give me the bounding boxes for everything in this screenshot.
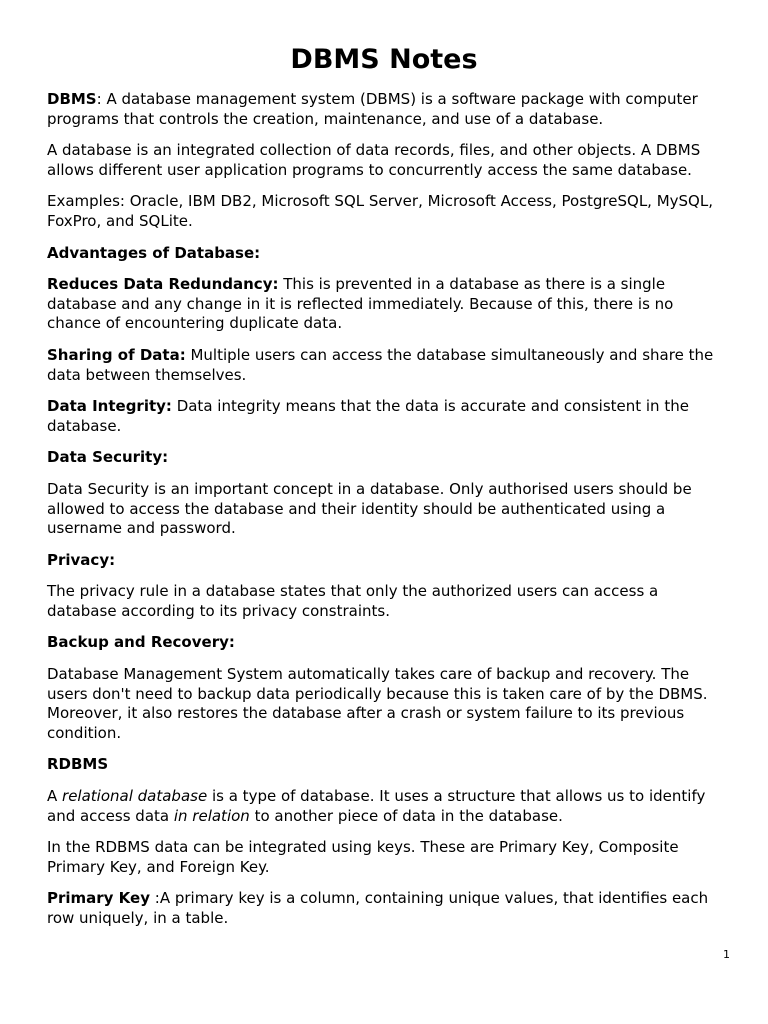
privacy-paragraph: The privacy rule in a database states that only the authorized users can access a database according to its privacy constraints. bbox=[47, 582, 659, 620]
in-relation-emphasis: in relation bbox=[173, 806, 250, 825]
integrity-paragraph bbox=[47, 397, 727, 436]
sharing-term: Sharing of Data: bbox=[47, 345, 186, 364]
redundancy-text: This is prevented in a database as there is a single database and any change in it is reflected immediately. Because of this, there is no chance of encountering duplicate data. bbox=[47, 275, 674, 333]
primary-key-term: Primary Key bbox=[47, 889, 150, 908]
document-body bbox=[47, 90, 727, 941]
privacy-heading: Privacy: bbox=[47, 550, 116, 569]
database-definition-paragraph: A database is an integrated collection of data records, files, and other objects. A DBMS allows different user application programs to concurrently access the same database. bbox=[47, 141, 701, 179]
examples-paragraph: Examples: Oracle, IBM DB2, Microsoft SQL Server, Microsoft Access, PostgreSQL, MySQL, FoxPro, and SQLite. bbox=[47, 192, 713, 230]
security-paragraph: Data Security is an important concept in a database. Only authorised users should be allowed to access the database and their identity should be authenticated using a username and password. bbox=[47, 479, 692, 538]
integrity-term: Data Integrity: bbox=[47, 397, 172, 416]
rdbms-keys-paragraph: In the RDBMS data can be integrated using keys. These are Primary Key, Composite Primary Key, and Foreign Key. bbox=[47, 838, 679, 876]
backup-paragraph: Database Management System automatically takes care of backup and recovery. The users don't need to backup data periodically because this is taken care of by the DBMS. Moreover, it also restores the database after a crash or system failure to its previous condition. bbox=[47, 665, 708, 742]
security-heading: Data Security: bbox=[47, 448, 169, 467]
sharing-text: Multiple users can access the database simultaneously and share the data between themselves. bbox=[47, 345, 714, 384]
rdbms-heading: RDBMS bbox=[47, 755, 109, 774]
sharing-paragraph bbox=[47, 346, 727, 385]
advantages-heading: Advantages of Database: bbox=[47, 243, 261, 262]
dbms-definition-text: : A database management system (DBMS) is a software package with computer programs that controls the creation, maintenance, and use of a database. bbox=[47, 90, 698, 128]
relational-database-emphasis: relational database bbox=[62, 787, 208, 806]
redundancy-term: Reduces Data Redundancy: bbox=[47, 275, 279, 294]
backup-heading: Backup and Recovery: bbox=[47, 633, 235, 652]
page-number: 1 bbox=[723, 948, 730, 961]
dbms-term: DBMS bbox=[47, 90, 97, 108]
page-title: DBMS Notes bbox=[290, 44, 478, 75]
redundancy-paragraph bbox=[47, 275, 727, 334]
primary-key-text: :A primary key is a column, containing unique values, that identifies each row uniquely, in a table. bbox=[47, 889, 709, 927]
rdbms-definition-paragraph: A relational database is a type of database. It uses a structure that allows us to identify and access data in relation to another piece of data in the database. bbox=[47, 787, 706, 825]
primary-key-paragraph bbox=[47, 889, 727, 928]
integrity-text: Data integrity means that the data is accurate and consistent in the database. bbox=[47, 397, 689, 435]
dbms-definition-paragraph bbox=[47, 90, 727, 129]
